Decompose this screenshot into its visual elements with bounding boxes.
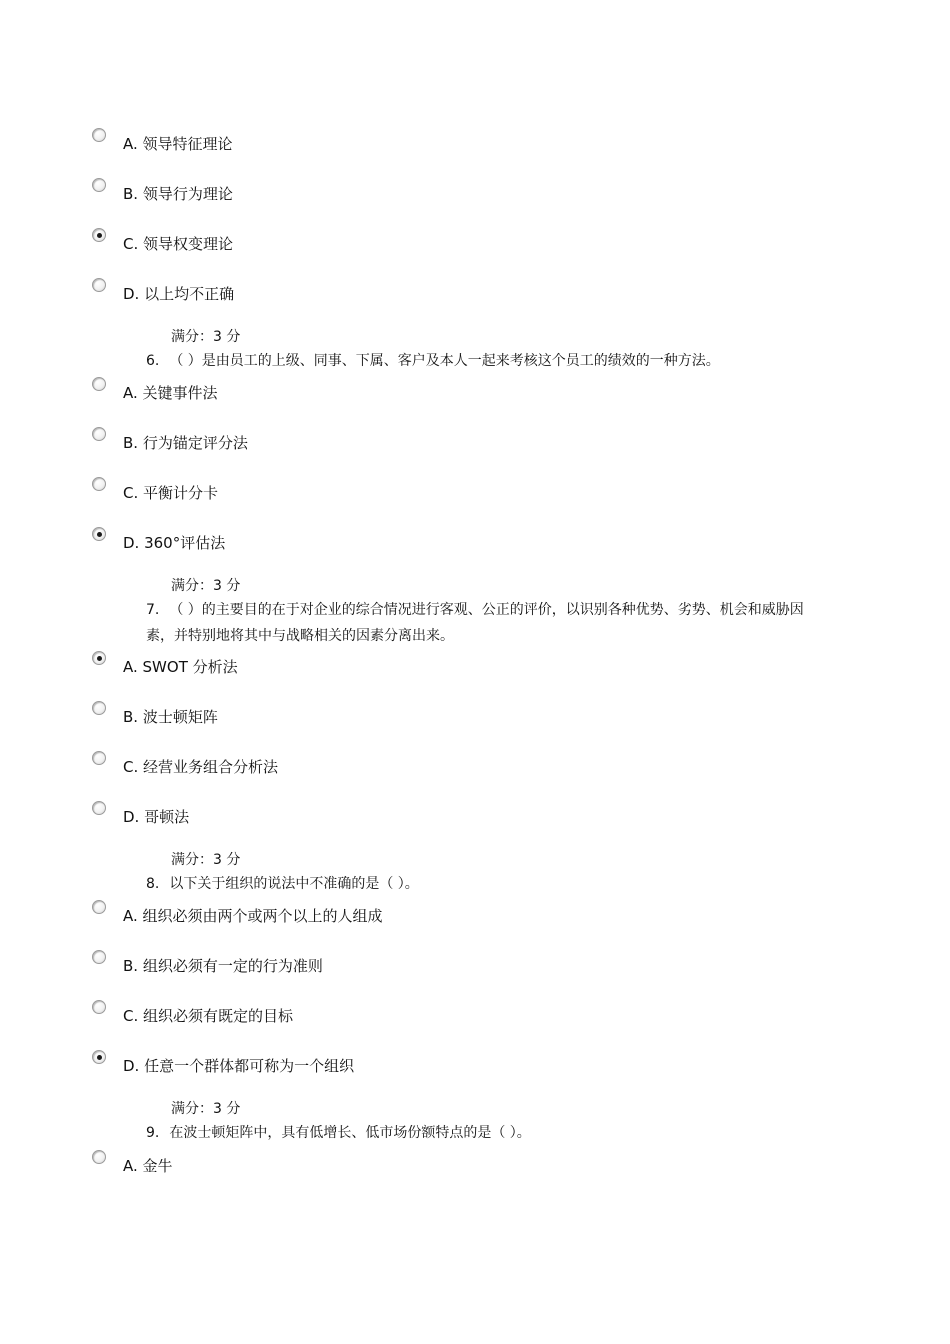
q8-option-c-radio[interactable]	[92, 1000, 106, 1014]
q9-option-a-radio[interactable]	[92, 1150, 106, 1164]
q7-question	[146, 597, 806, 649]
q7-option-b-label[interactable]: B. 波士顿矩阵	[123, 708, 218, 726]
q9-number: 9.	[146, 1125, 160, 1141]
q9-question	[146, 1120, 806, 1146]
q7-option-a-label[interactable]: A. SWOT 分析法	[123, 658, 238, 676]
q8-option-b-radio[interactable]	[92, 950, 106, 964]
q8-option-a-radio[interactable]	[92, 900, 106, 914]
q6-option-c-radio[interactable]	[92, 477, 106, 491]
q6-option-a-label[interactable]: A. 关键事件法	[123, 384, 218, 402]
q5-option-a-radio[interactable]	[92, 128, 106, 142]
q9-option-a-label[interactable]: A. 金牛	[123, 1157, 173, 1175]
q7-score: 满分：3 分	[171, 852, 241, 868]
q9-text: 在波士顿矩阵中，具有低增长、低市场份额特点的是（ ）。	[169, 1125, 531, 1141]
q6-option-c-label[interactable]: C. 平衡计分卡	[123, 484, 219, 502]
q8-option-a-label[interactable]: A. 组织必须由两个或两个以上的人组成	[123, 907, 383, 925]
q8-score: 满分：3 分	[171, 1101, 241, 1117]
q8-option-d-label[interactable]: D. 任意一个群体都可称为一个组织	[123, 1057, 355, 1075]
q7-number: 7.	[146, 602, 160, 618]
q6-text: （ ）是由员工的上级、同事、下属、客户及本人一起来考核这个员工的绩效的一种方法。	[169, 353, 720, 369]
q7-text: （ ）的主要目的在于对企业的综合情况进行客观、公正的评价，以识别各种优势、劣势、机会和威胁因素，并特别地将其中与战略相关的因素分离出来。	[146, 602, 804, 644]
q6-score: 满分：3 分	[171, 578, 241, 594]
q8-text: 以下关于组织的说法中不准确的是（ ）。	[169, 876, 419, 892]
q6-option-b-radio[interactable]	[92, 427, 106, 441]
q8-option-c-label[interactable]: C. 组织必须有既定的目标	[123, 1007, 294, 1025]
q8-number: 8.	[146, 876, 160, 892]
q7-option-c-label[interactable]: C. 经营业务组合分析法	[123, 758, 279, 776]
q5-option-d-label[interactable]: D. 以上均不正确	[123, 285, 235, 303]
q5-option-c-label[interactable]: C. 领导权变理论	[123, 235, 234, 253]
q5-option-b-label[interactable]: B. 领导行为理论	[123, 185, 233, 203]
q5-option-d-radio[interactable]	[92, 278, 106, 292]
q5-option-c-radio[interactable]	[92, 228, 106, 242]
q8-option-b-label[interactable]: B. 组织必须有一定的行为准则	[123, 957, 323, 975]
q6-option-b-label[interactable]: B. 行为锚定评分法	[123, 434, 248, 452]
q5-option-b-radio[interactable]	[92, 178, 106, 192]
q7-option-b-radio[interactable]	[92, 701, 106, 715]
q5-option-a-label[interactable]: A. 领导特征理论	[123, 135, 233, 153]
q7-option-d-radio[interactable]	[92, 801, 106, 815]
q6-question	[146, 348, 806, 374]
q6-option-d-label[interactable]: D. 360°评估法	[123, 534, 226, 552]
q8-option-d-radio[interactable]	[92, 1050, 106, 1064]
q8-question	[146, 871, 806, 897]
q6-option-d-radio[interactable]	[92, 527, 106, 541]
q7-option-c-radio[interactable]	[92, 751, 106, 765]
q5-score: 满分：3 分	[171, 329, 241, 345]
q7-option-a-radio[interactable]	[92, 651, 106, 665]
q7-option-d-label[interactable]: D. 哥顿法	[123, 808, 190, 826]
q6-number: 6.	[146, 353, 160, 369]
q6-option-a-radio[interactable]	[92, 377, 106, 391]
